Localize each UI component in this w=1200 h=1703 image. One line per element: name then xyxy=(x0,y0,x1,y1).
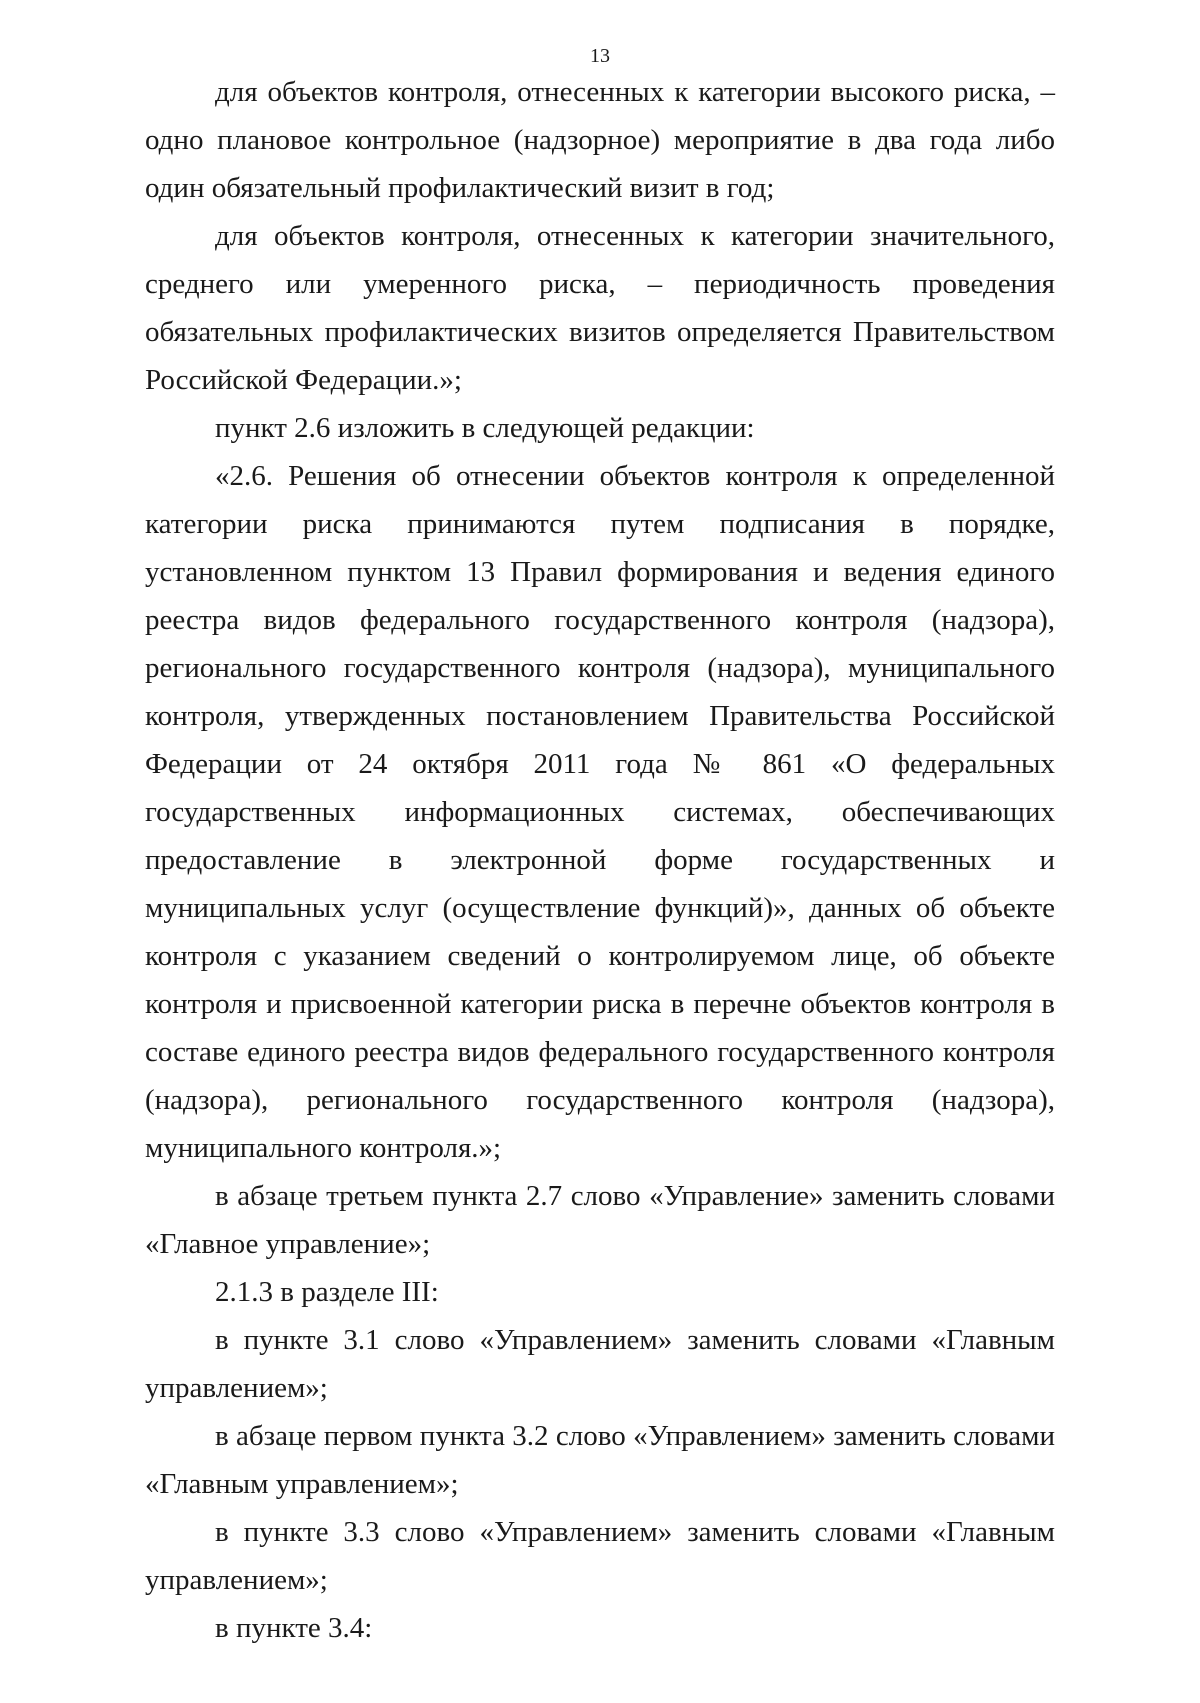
paragraph-clause-3-1: в пункте 3.1 слово «Управлением» заменить словами «Главным управлением»; xyxy=(145,1324,1055,1404)
document-body xyxy=(145,68,1055,1652)
paragraph-clause-3-3: в пункте 3.3 слово «Управлением» заменить словами «Главным управлением»; xyxy=(145,1516,1055,1596)
paragraph-high-risk: для объектов контроля, отнесенных к категории высокого риска, – одно плановое контрольное (надзорное) мероприятие в два года либо один обязательный профилактический визит в год; xyxy=(145,76,1055,204)
paragraph-clause-2-6-intro: пункт 2.6 изложить в следующей редакции: xyxy=(215,412,755,444)
paragraph-clause-3-4: в пункте 3.4: xyxy=(215,1612,373,1644)
paragraph-section-iii: 2.1.3 в разделе III: xyxy=(215,1276,439,1308)
paragraph-moderate-risk: для объектов контроля, отнесенных к категории значительного, среднего или умеренного риска, – периодичность проведения обязательных профилактических визитов определяется Правительством Российской Федерации.»; xyxy=(145,220,1055,396)
paragraph-clause-2-6: «2.6. Решения об отнесении объектов контроля к определенной категории риска принимаются путем подписания в порядке, установленном пунктом 13 Правил формирования и ведения единого реестра видов федерального государственного контроля (надзора), регионального государственного контроля (надзора), муниципального контроля, утвержденных постановлением Правительства Российской Федерации от 24 октября 2011 года № 861 «О федеральных государственных информационных системах, обеспечивающих предоставление в электронной форме государственных и муниципальных услуг (осуществление функций)», данных об объекте контроля с указанием сведений о контролируемом лице, об объекте контроля и присвоенной категории риска в перечне объектов контроля в составе единого реестра видов федерального государственного контроля (надзора), регионального государственного контроля (надзора), муниципального контроля.»; xyxy=(145,460,1055,1164)
paragraph-clause-2-7: в абзаце третьем пункта 2.7 слово «Управление» заменить словами «Главное управление»; xyxy=(145,1180,1055,1260)
page-number: 13 xyxy=(590,45,610,67)
paragraph-clause-3-2: в абзаце первом пункта 3.2 слово «Управлением» заменить словами «Главным управлением»; xyxy=(145,1420,1055,1500)
